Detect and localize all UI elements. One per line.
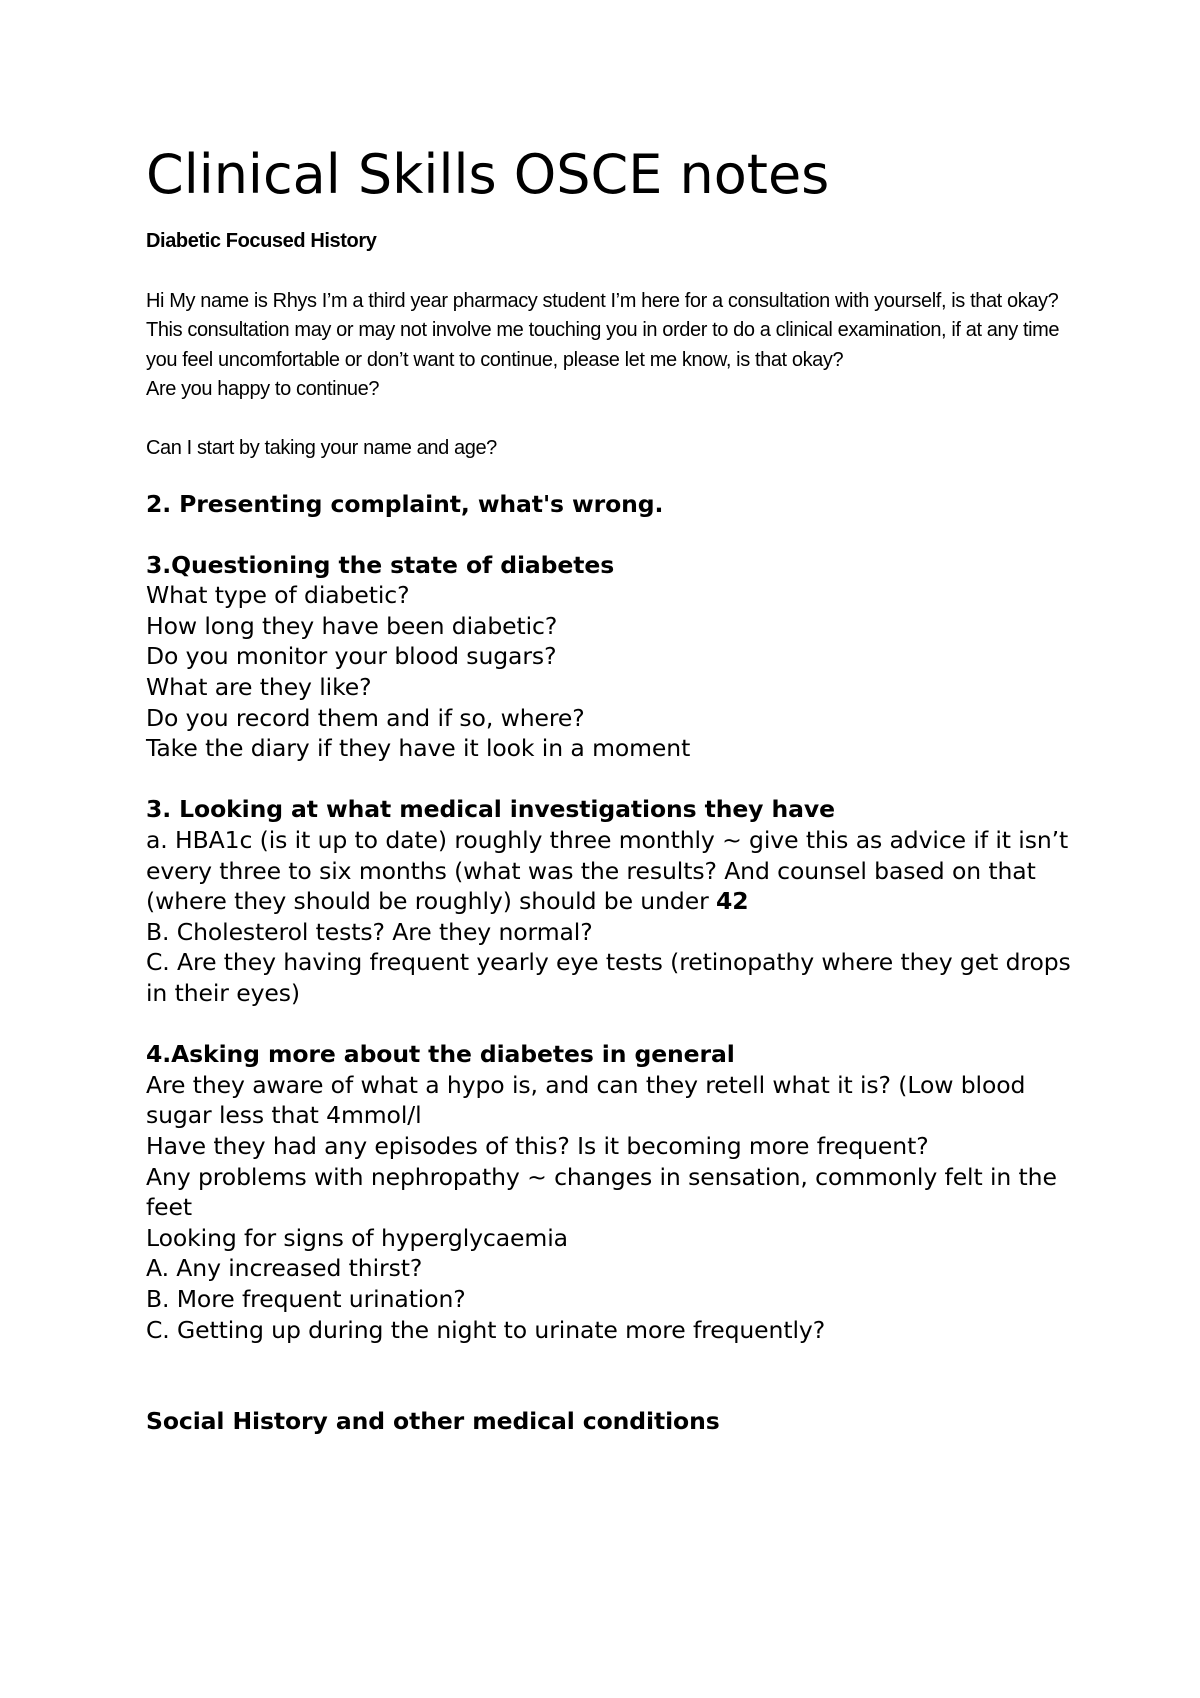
sections-block — [146, 489, 1086, 1437]
hba1c-target-value: 42 — [716, 887, 749, 916]
section-heading: 4.Asking more about the diabetes in general — [146, 1040, 735, 1069]
intro-paragraph-greeting: Hi My name is Rhys I’m a third year pharmacy student I’m here for a consultation with yourself, is that okay? — [146, 289, 1059, 312]
list-item: Have they had any episodes of this? Is it becoming more frequent? — [146, 1131, 929, 1160]
list-item: What type of diabetic? — [146, 581, 410, 610]
list-item-hba1c — [146, 825, 1086, 917]
list-item: Do you record them and if so, where? — [146, 703, 585, 732]
section-state-of-diabetes — [146, 550, 1086, 764]
list-item: B. More frequent urination? — [146, 1284, 466, 1313]
list-item: Do you monitor your blood sugars? — [146, 642, 557, 671]
list-item: Are they aware of what a hypo is, and can they retell what it is? (Low blood sugar less that 4mmol/l — [146, 1070, 1026, 1130]
section-heading: 2. Presenting complaint, what's wrong. — [146, 489, 664, 518]
intro-block — [146, 227, 1086, 464]
document-content — [146, 143, 1086, 1437]
section-heading: 3.Questioning the state of diabetes — [146, 550, 615, 579]
section-diabetes-general — [146, 1039, 1086, 1345]
document-title: Clinical Skills OSCE notes — [146, 143, 830, 206]
section-medical-investigations — [146, 794, 1086, 1008]
section-heading: Social History and other medical conditions — [146, 1407, 720, 1436]
list-item: What are they like? — [146, 673, 372, 702]
section-presenting-complaint — [146, 489, 1086, 520]
list-item: C. Getting up during the night to urinate more frequently? — [146, 1315, 826, 1344]
list-item-eye-tests: C. Are they having frequent yearly eye tests (retinopathy where they get drops in their eyes) — [146, 948, 1071, 1007]
intro-paragraph-continue: Are you happy to continue? — [146, 378, 380, 400]
list-item: Take the diary if they have it look in a moment — [146, 734, 691, 763]
section-heading: 3. Looking at what medical investigations they have — [146, 795, 835, 824]
intro-paragraph-name-age: Can I start by taking your name and age? — [146, 437, 497, 459]
document-subheading: Diabetic Focused History — [146, 230, 377, 252]
paragraph-gap — [146, 405, 1086, 435]
hba1c-text: a. HBA1c (is it up to date) roughly three monthly ~ give this as advice if it isn’t every three to six months (what was the results? And counsel based on that (where they should be roughly) should be under — [146, 826, 1069, 916]
list-item: Any problems with nephropathy ~ changes in sensation, commonly felt in the feet — [146, 1162, 1057, 1222]
list-item: A. Any increased thirst? — [146, 1254, 423, 1283]
list-item: Looking for signs of hyperglycaemia — [146, 1223, 568, 1252]
intro-paragraph-consent: This consultation may or may not involve me touching you in order to do a clinical examination, if at any time you feel uncomfortable or don’t want to continue, please let me know, is that okay? — [146, 319, 1060, 371]
intro-text — [146, 287, 1086, 464]
section-social-history — [146, 1406, 1086, 1437]
list-item: How long they have been diabetic? — [146, 611, 558, 640]
list-item-cholesterol: B. Cholesterol tests? Are they normal? — [146, 917, 593, 946]
